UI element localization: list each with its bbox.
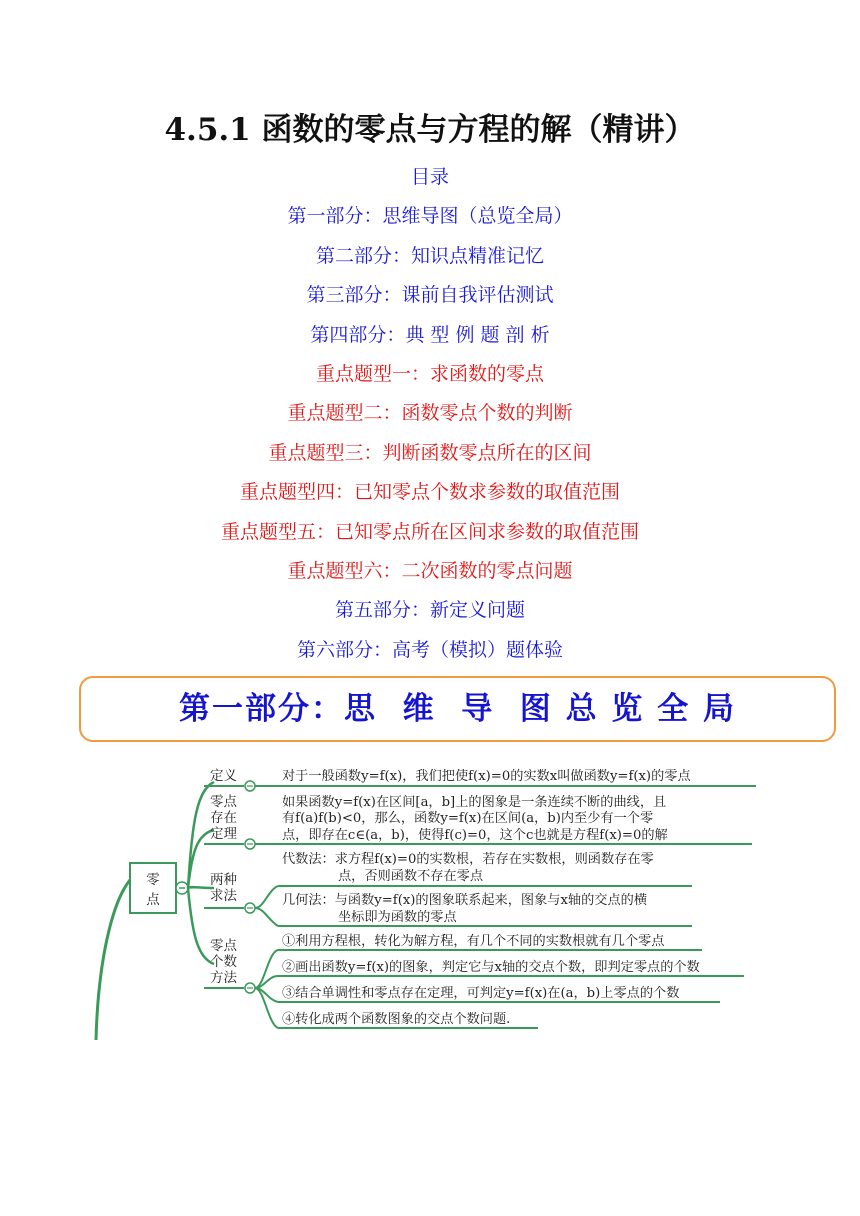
branch-label-methods: 两种 — [210, 872, 237, 888]
branch-label-definition: 定义 — [210, 768, 237, 784]
table-of-contents — [0, 166, 860, 678]
leaf-existence-line1: 如果函数y=f(x)在区间[a，b]上的图象是一条连续不断的曲线，且 — [282, 795, 667, 810]
mindmap-trunk — [96, 880, 130, 1040]
leaf-existence-line2: 有f(a)f(b)<0，那么，函数y=f(x)在区间(a，b)内至少有一个零 — [282, 811, 654, 826]
branch-label-existence: 零点 — [210, 794, 237, 810]
leaf-existence-line3: 点，即存在c∈(a，b)，使得f(c)=0，这个c也就是方程f(x)=0的解 — [282, 828, 668, 843]
toc-item[interactable]: 第三部分：课前自我评估测试 — [306, 284, 554, 307]
leaf-definition: 对于一般函数y=f(x)，我们把使f(x)=0的实数x叫做函数y=f(x)的零点 — [282, 769, 691, 784]
leaf-algebra-line1: 代数法：求方程f(x)=0的实数根，若存在实数根，则函数存在零 — [282, 852, 654, 867]
root-label-2: 点 — [146, 892, 160, 908]
leaf-count-method3: ③结合单调性和零点存在定理，可判定y=f(x)在(a，b)上零点的个数 — [282, 986, 680, 1001]
leaf-algebra-line2: 点，否则函数不存在零点 — [338, 869, 484, 884]
toc-item[interactable]: 重点题型三：判断函数零点所在的区间 — [268, 441, 592, 464]
leaf-count-method2: ②画出函数y=f(x)的图象，判定它与x轴的交点个数，即判定零点的个数 — [282, 960, 700, 975]
toc-item[interactable]: 第五部分：新定义问题 — [334, 599, 525, 622]
svg-text:定理: 定理 — [210, 826, 237, 842]
leaf-count-method4: ④转化成两个函数图象的交点个数问题. — [282, 1012, 511, 1027]
toc-item[interactable]: 第一部分：思维导图（总览全局） — [287, 205, 573, 228]
section-banner: 第一部分：思 维 导 图 总 览 全 局 — [79, 676, 836, 742]
svg-text:个数: 个数 — [210, 954, 237, 970]
toc-item[interactable]: 重点题型五：已知零点所在区间求参数的取值范围 — [220, 520, 639, 543]
toc-heading: 目录 — [410, 166, 449, 188]
toc-item[interactable]: 重点题型二：函数零点个数的判断 — [287, 402, 573, 425]
leaf-count-method1: ①利用方程根，转化为解方程，有几个不同的实数根就有几个零点 — [282, 934, 665, 949]
toc-item[interactable]: 重点题型一：求函数的零点 — [315, 362, 544, 385]
branch-label-count: 零点 — [210, 938, 237, 954]
mind-map — [92, 762, 762, 1042]
svg-text:方法: 方法 — [210, 970, 237, 986]
toc-item[interactable]: 重点题型六：二次函数的零点问题 — [287, 559, 573, 582]
svg-text:存在: 存在 — [210, 810, 237, 826]
toc-item[interactable]: 重点题型四：已知零点个数求参数的取值范围 — [239, 481, 620, 504]
toc-item[interactable]: 第二部分：知识点精准记忆 — [315, 244, 544, 267]
toc-item[interactable]: 第六部分：高考（模拟）题体验 — [296, 638, 563, 661]
page-title: 4.5.1 函数的零点与方程的解（精讲） — [164, 112, 696, 148]
svg-text:求法: 求法 — [210, 888, 237, 904]
toc-item[interactable]: 第四部分：典 型 例 题 剖 析 — [310, 323, 550, 346]
leaf-geometry-line2: 坐标即为函数的零点 — [338, 910, 457, 925]
root-label-1: 零 — [146, 872, 160, 888]
leaf-geometry-line1: 几何法：与函数y=f(x)的图象联系起来，图象与x轴的交点的横 — [282, 893, 648, 908]
